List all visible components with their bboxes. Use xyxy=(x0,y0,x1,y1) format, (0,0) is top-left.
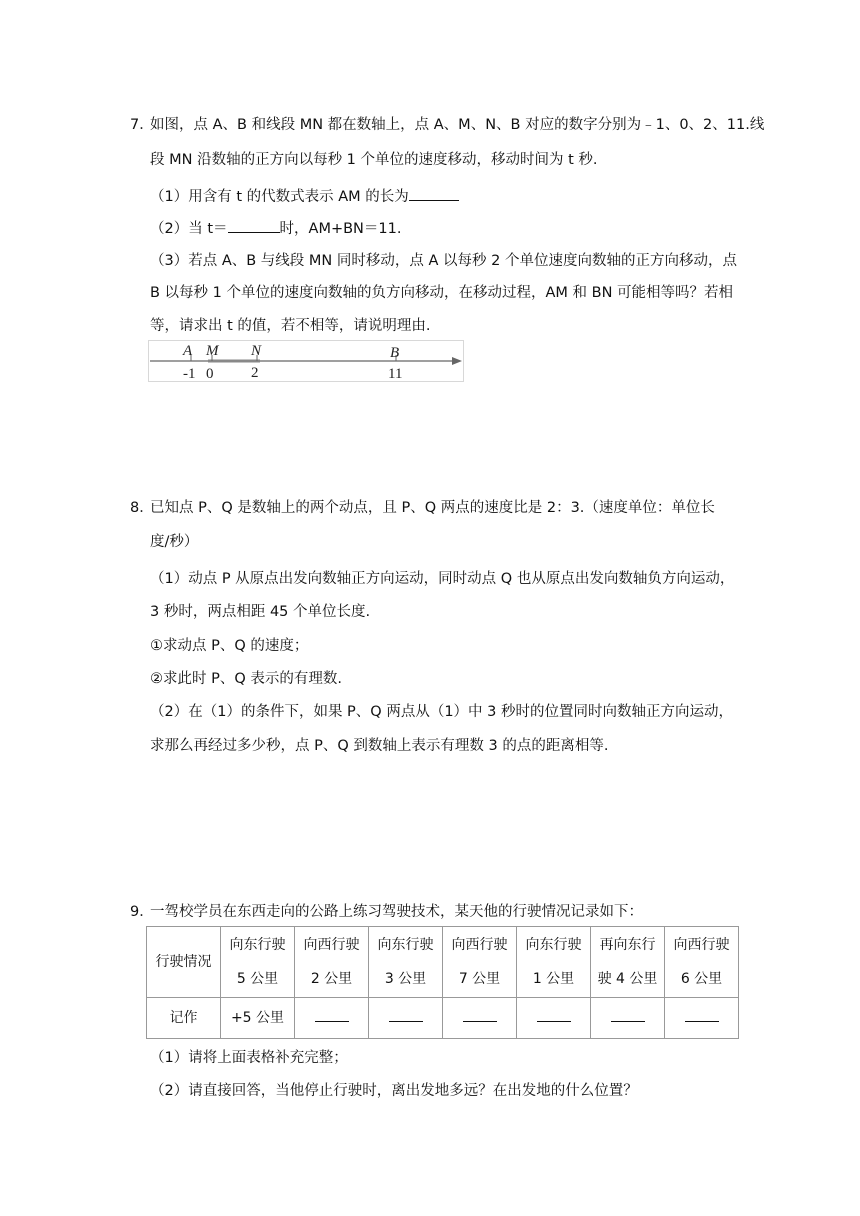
table-header-cell xyxy=(517,927,591,998)
q9-line1: 一驾校学员在东西走向的公路上练习驾驶技术，某天他的行驶情况记录如下： xyxy=(150,904,643,920)
answer-blank[interactable] xyxy=(685,1003,719,1022)
table-header-cell xyxy=(295,927,369,998)
q8-line2: 度/秒） xyxy=(150,534,199,550)
answer-blank[interactable] xyxy=(409,186,459,201)
q9-sub2: （2）请直接回答，当他停止行驶时，离出发地多远？在出发地的什么位置？ xyxy=(150,1083,638,1099)
label-b: B xyxy=(390,345,400,361)
blank-cell[interactable] xyxy=(517,998,591,1039)
tick-label-11: 11 xyxy=(388,366,403,382)
header-text: 5 公里 xyxy=(236,971,279,987)
q7-number: 7． xyxy=(130,117,154,133)
header-text: 6 公里 xyxy=(680,971,723,987)
header-text: 再向东行 xyxy=(599,937,656,953)
label-n: N xyxy=(251,343,262,359)
answer-blank[interactable] xyxy=(228,218,280,233)
q9-sub1: （1）请将上面表格补充完整； xyxy=(150,1050,348,1066)
blank-cell[interactable] xyxy=(665,998,739,1039)
answer-blank[interactable] xyxy=(315,1003,349,1022)
table-header-cell xyxy=(443,927,517,998)
label-a: A xyxy=(183,343,193,359)
q7-line2: 段 MN 沿数轴的正方向以每秒 1 个单位的速度移动，移动时间为 t 秒. xyxy=(150,152,598,168)
value-cell: +5 公里 xyxy=(221,998,295,1039)
answer-blank[interactable] xyxy=(463,1003,497,1022)
q7-sub3-line2: B 以每秒 1 个单位的速度向数轴的负方向移动，在移动过程，AM 和 BN 可能相等吗？若相 xyxy=(150,285,734,301)
header-text: 向西行驶 xyxy=(303,937,360,953)
answer-blank[interactable] xyxy=(537,1003,571,1022)
row-label-cell: 记作 xyxy=(147,998,221,1039)
q7-sub3-line3: 等，请求出 t 的值，若不相等，请说明理由. xyxy=(150,318,431,334)
header-text: 向东行驶 xyxy=(377,937,434,953)
header-text: 1 公里 xyxy=(532,971,575,987)
table-header-cell xyxy=(369,927,443,998)
q8-circle1: ①求动点 P、Q 的速度； xyxy=(150,638,309,654)
header-text: 3 公里 xyxy=(384,971,427,987)
q8-line1: 已知点 P、Q 是数轴上的两个动点，且 P、Q 两点的速度比是 2：3.（速度单位：单位长 xyxy=(150,500,715,516)
number-line-figure xyxy=(148,340,464,382)
table-header-row xyxy=(147,927,739,998)
q7-sub3-line1: （3）若点 A、B 与线段 MN 同时移动，点 A 以每秒 2 个单位速度向数轴的正方向移动，点 xyxy=(150,253,737,269)
answer-blank[interactable] xyxy=(611,1003,645,1022)
table-header-cell xyxy=(221,927,295,998)
label-m: M xyxy=(206,343,219,359)
q7-sub1-text: （1）用含有 t 的代数式表示 AM 的长为 xyxy=(150,189,409,205)
blank-cell[interactable] xyxy=(443,998,517,1039)
header-text: 7 公里 xyxy=(458,971,501,987)
tick-label-0: 0 xyxy=(206,366,214,382)
q8-circle2: ②求此时 P、Q 表示的有理数. xyxy=(150,671,342,687)
q7-sub2 xyxy=(150,217,401,238)
q7-sub2-text-b: 时，AM+BN＝11. xyxy=(279,221,402,237)
blank-cell[interactable] xyxy=(591,998,665,1039)
q7-line1: 如图，点 A、B 和线段 MN 都在数轴上，点 A、M、N、B 对应的数字分别为﹣1、0、2、11.线 xyxy=(150,117,765,133)
table-header-cell xyxy=(665,927,739,998)
header-text: 2 公里 xyxy=(310,971,353,987)
header-text: 向西行驶 xyxy=(673,937,730,953)
header-text: 行驶情况 xyxy=(155,954,212,970)
table-header-cell xyxy=(147,927,221,998)
q8-sub1-line2: 3 秒时，两点相距 45 个单位长度. xyxy=(150,604,371,620)
header-text: 向东行驶 xyxy=(229,937,286,953)
q8-sub2-line1: （2）在（1）的条件下，如果 P、Q 两点从（1）中 3 秒时的位置同时向数轴正方向运动， xyxy=(150,704,733,720)
answer-blank[interactable] xyxy=(389,1003,423,1022)
tick-label-2: 2 xyxy=(251,365,259,381)
header-text: 向西行驶 xyxy=(451,937,508,953)
q9-number: 9． xyxy=(130,904,154,920)
blank-cell[interactable] xyxy=(369,998,443,1039)
table-row xyxy=(147,998,739,1039)
q7-sub2-text-a: （2）当 t＝ xyxy=(150,221,228,237)
axis-arrow xyxy=(452,357,462,365)
table-header-cell xyxy=(591,927,665,998)
driving-record-table xyxy=(146,926,739,1039)
header-text: 驶 4 公里 xyxy=(597,971,658,987)
q7-sub1 xyxy=(150,185,459,206)
blank-cell[interactable] xyxy=(295,998,369,1039)
tick-label-minus1: -1 xyxy=(183,366,196,382)
q8-sub2-line2: 求那么再经过多少秒，点 P、Q 到数轴上表示有理数 3 的点的距离相等. xyxy=(150,738,609,754)
header-text: 向东行驶 xyxy=(525,937,582,953)
q8-sub1-line1: （1）动点 P 从原点出发向数轴正方向运动，同时动点 Q 也从原点出发向数轴负方向运动， xyxy=(150,571,735,587)
q8-number: 8． xyxy=(130,500,154,516)
